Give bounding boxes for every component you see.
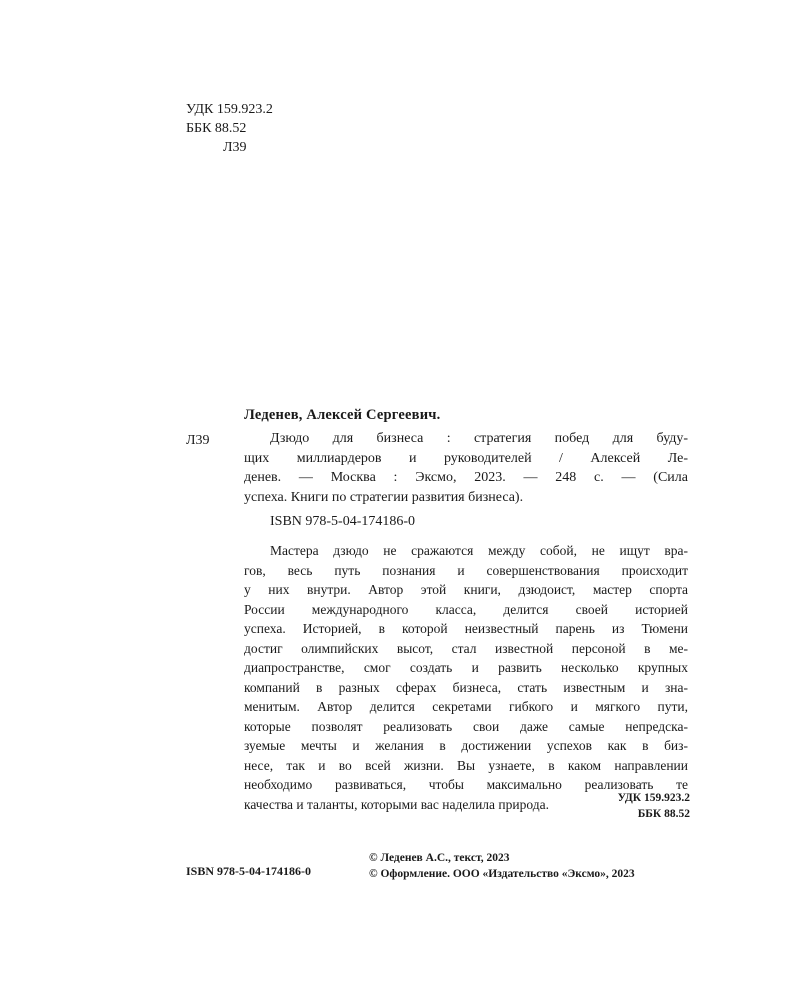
udk-code-bottom: УДК 159.923.2 [617, 792, 690, 804]
copyright-block [369, 850, 635, 882]
copyright-design: © Оформление. ООО «Издательство «Эксмо», 2023 [369, 868, 635, 880]
citation-author-mark: Л39 [186, 433, 210, 448]
description-line: щих миллиардеров и руководителей / Алексей Ле- [244, 450, 688, 466]
bbk-code-bottom: ББК 88.52 [637, 808, 690, 820]
annotation-line: Мастера дзюдо не сражаются между собой, не ищут вра- [270, 543, 688, 558]
description-line: Дзюдо для бизнеса : стратегия побед для буду- [270, 431, 688, 446]
author-mark: Л39 [223, 140, 247, 155]
annotation-line: достиг олимпийских высот, стал известной персоной в ме- [244, 640, 688, 656]
bbk-code: ББК 88.52 [186, 121, 247, 136]
annotation-line: у них внутри. Автор этой книги, дзюдоист, мастер спорта [244, 582, 688, 597]
citation-isbn: ISBN 978-5-04-174186-0 [270, 514, 416, 529]
copyright-text: © Леденев А.С., текст, 2023 [369, 852, 510, 864]
description-line: успеха. Книги по стратегии развития бизнеса). [244, 489, 524, 505]
annotation-line: гов, весь путь познания и совершенствования происходит [244, 562, 688, 578]
annotation-line: России международного класса, делится своей историей [244, 601, 688, 617]
udk-code: УДК 159.923.2 [186, 102, 273, 117]
annotation-line: зуемые мечты и желания в достижении успехов как в биз- [244, 738, 688, 753]
footer-isbn: ISBN 978-5-04-174186-0 [186, 864, 311, 878]
classification-block-top [186, 100, 273, 157]
annotation [244, 541, 688, 814]
description-line: денев. — Москва : Эксмо, 2023. — 248 с. — (Сила [244, 470, 688, 485]
annotation-line: диапространстве, смог создать и развить несколько крупных [244, 660, 688, 675]
annotation-line: менитым. Автор делится секретами гибкого и мягкого пути, [244, 699, 688, 714]
annotation-line: необходимо развиваться, чтобы максимально реализовать те [244, 777, 688, 792]
annotation-line: несе, так и во всей жизни. Вы узнаете, в каком направлении [244, 757, 688, 773]
annotation-line: качества и таланты, которыми вас наделила природа. [244, 796, 549, 812]
annotation-line: которые позволят реализовать свои даже самые непредска- [244, 718, 688, 734]
citation-author: Леденев, Алексей Сергеевич. [244, 407, 441, 423]
citation-description [244, 429, 688, 507]
annotation-line: успеха. Историей, в которой неизвестный парень из Тюмени [244, 621, 688, 636]
classification-block-bottom [618, 790, 690, 822]
annotation-line: компаний в разных сферах бизнеса, стать известным и зна- [244, 679, 688, 695]
